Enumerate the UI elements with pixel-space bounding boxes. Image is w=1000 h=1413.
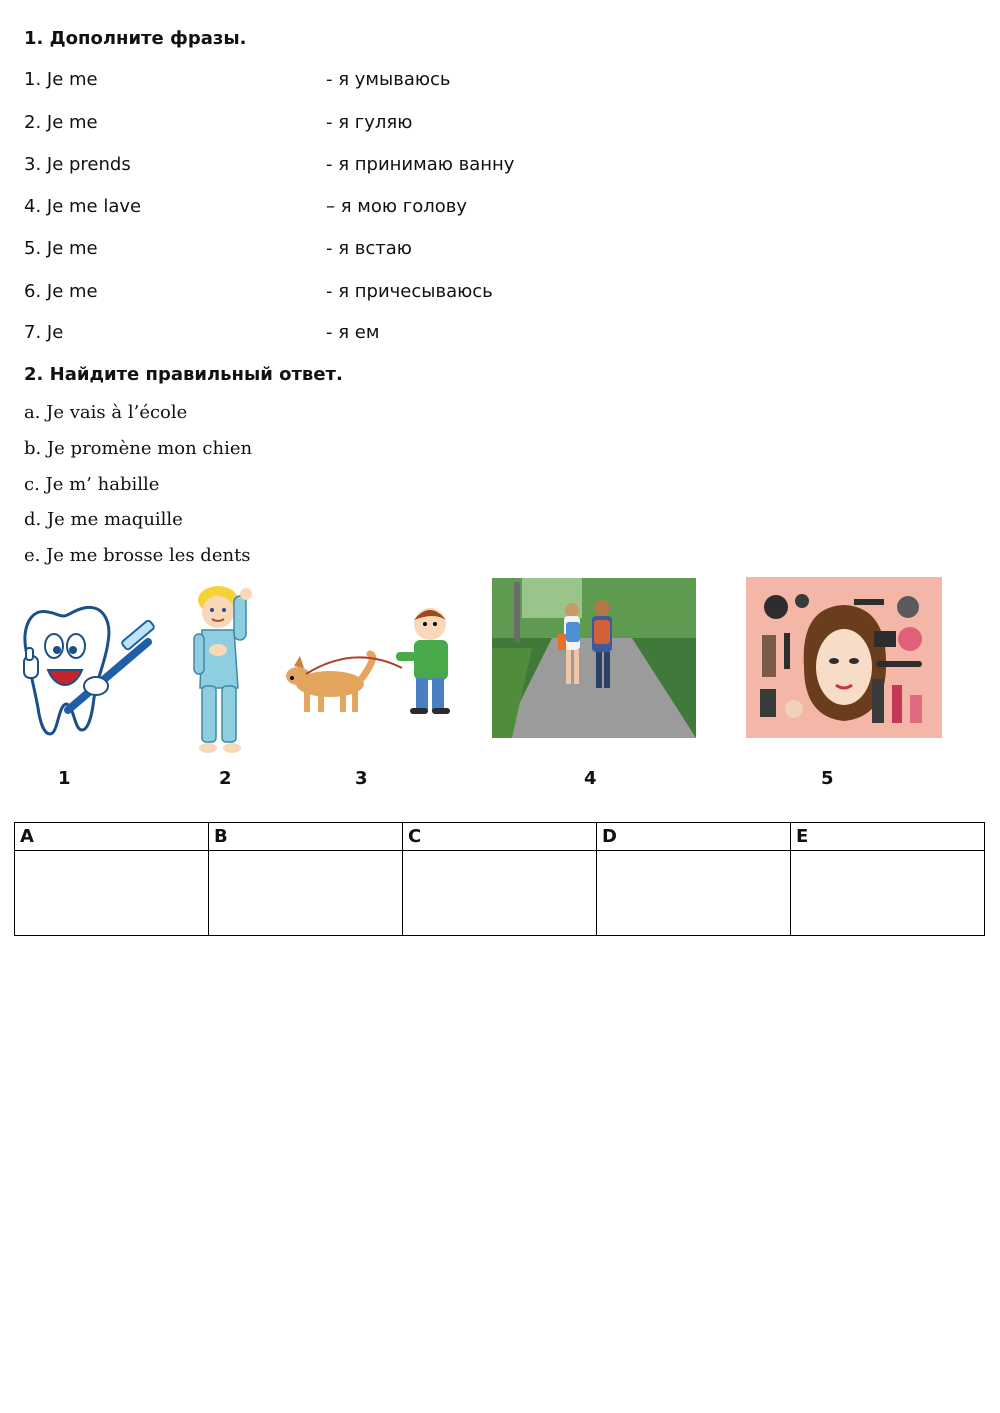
answer-cell-e[interactable]: [791, 851, 985, 936]
image-number-3: 3: [355, 768, 368, 789]
tooth-brush-icon: [8, 598, 163, 740]
image-number-1: 1: [58, 768, 71, 789]
boy-walking-dog-icon: [284, 604, 462, 718]
phrase-russian: - я встаю: [326, 238, 412, 259]
option-a: a. Je vais à l’école: [24, 402, 188, 423]
makeup-woman-icon: [746, 577, 942, 738]
answer-header-d: D: [597, 823, 791, 851]
phrase-russian: – я мою голову: [326, 196, 467, 217]
answer-cell-d[interactable]: [597, 851, 791, 936]
answer-cell-c[interactable]: [403, 851, 597, 936]
answer-table-row: [15, 851, 985, 936]
option-e: e. Je me brosse les dents: [24, 545, 251, 566]
phrase-french: 2. Je me: [24, 112, 98, 133]
boy-dressing-icon: [188, 578, 268, 761]
exercise-2-title: 2. Найдите правильный ответ.: [24, 364, 343, 385]
exercise-1-title: 1. Дополните фразы.: [24, 28, 247, 49]
children-going-to-school-photo: [492, 578, 696, 738]
phrase-russian: - я принимаю ванну: [326, 154, 515, 175]
phrase-french: 4. Je me lave: [24, 196, 142, 217]
answer-header-b: B: [209, 823, 403, 851]
answer-header-a: A: [15, 823, 209, 851]
answer-table-header: [15, 823, 985, 851]
phrase-russian: - я умываюсь: [326, 69, 451, 90]
answer-table: [14, 822, 985, 936]
phrase-french: 6. Je me: [24, 281, 98, 302]
phrase-russian: - я причесываюсь: [326, 281, 493, 302]
image-number-5: 5: [821, 768, 834, 789]
answer-cell-b[interactable]: [209, 851, 403, 936]
option-d: d. Je me maquille: [24, 509, 183, 530]
answer-header-e: E: [791, 823, 985, 851]
phrase-russian: - я ем: [326, 322, 380, 343]
answer-cell-a[interactable]: [15, 851, 209, 936]
phrase-french: 3. Je prends: [24, 154, 131, 175]
phrase-french: 7. Je: [24, 322, 64, 343]
phrase-french: 1. Je me: [24, 69, 98, 90]
answer-header-c: C: [403, 823, 597, 851]
image-number-2: 2: [219, 768, 232, 789]
phrase-russian: - я гуляю: [326, 112, 413, 133]
phrase-french: 5. Je me: [24, 238, 98, 259]
image-number-4: 4: [584, 768, 597, 789]
option-c: c. Je m’ habille: [24, 474, 160, 495]
option-b: b. Je promène mon chien: [24, 438, 253, 459]
